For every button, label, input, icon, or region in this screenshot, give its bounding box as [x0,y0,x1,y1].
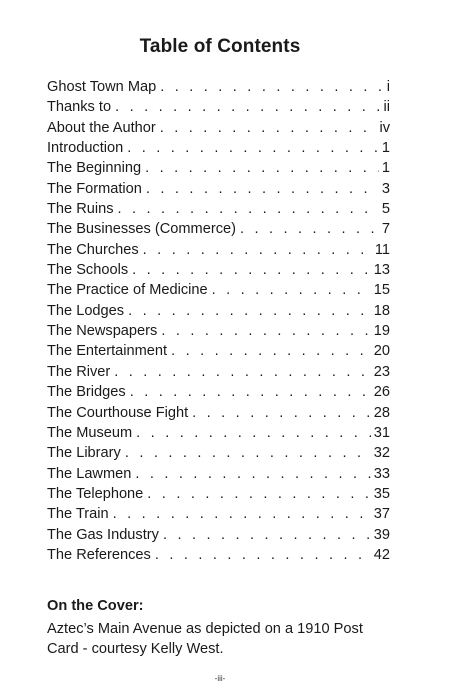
toc-dot-leader [192,403,371,423]
toc-entry-label: The Museum [47,424,133,441]
toc-entry-label: The Businesses (Commerce) [47,221,236,238]
toc-entry-label: The Churches [47,241,139,258]
toc-entry [47,403,390,423]
toc-entry-page: 35 [373,485,390,502]
toc-entry [47,464,390,484]
toc-dot-leader [128,301,371,321]
toc-dot-leader [163,525,371,545]
toc-entry-label: The Formation [47,180,142,197]
toc-entry-page: 20 [373,343,390,360]
toc-entry [47,179,390,199]
toc-dot-leader [135,464,370,484]
toc-entry-page: 32 [373,445,390,462]
toc-dot-leader [171,341,371,361]
toc-entry [47,382,390,402]
page-title: Table of Contents [139,36,301,57]
toc-entry-label: The Schools [47,262,129,279]
toc-entry-page: 19 [373,323,390,340]
toc-entry-page: i [386,79,390,95]
toc-entry [47,341,390,361]
toc-entry [47,97,390,117]
toc-entry [47,484,390,504]
toc-entry-label: Thanks to [47,99,112,116]
toc-entry [47,118,390,138]
toc-entry-page: 18 [373,302,390,319]
toc-entry [47,280,390,300]
toc-entry-page: 26 [373,384,390,401]
toc-entry-page: 3 [381,180,390,197]
page-number: -iii- [214,674,226,683]
toc-entry-page: 28 [373,404,390,421]
toc-dot-leader [240,219,379,239]
toc-entry-label: The References [47,546,151,563]
toc-entry-page: 1 [381,140,390,157]
toc-dot-leader [212,280,371,300]
toc-dot-leader [146,179,379,199]
toc-dot-leader [113,504,371,524]
toc-dot-leader [155,545,371,565]
toc-entry-label: The Library [47,445,121,462]
toc-entry-label: The Practice of Medicine [47,282,208,299]
toc-entry-label: The Telephone [47,485,144,502]
toc-entry-page: 13 [373,262,390,279]
toc-dot-leader [160,118,377,138]
toc-dot-leader [145,158,379,178]
toc-entry-page: 23 [373,363,390,380]
toc-entry-label: The Newspapers [47,323,158,340]
toc-entry-page: 37 [373,506,390,523]
toc-entry [47,77,390,97]
toc-entry-label: The Lodges [47,302,125,319]
toc-entry-page: 39 [373,526,390,543]
toc-dot-leader [114,362,371,382]
toc-entry-page: 33 [373,465,390,482]
toc-dot-leader [125,443,371,463]
toc-entry [47,138,390,158]
toc-entry-label: The Beginning [47,160,142,177]
toc-entry-label: The Lawmen [47,465,132,482]
toc-dot-leader [136,423,371,443]
toc-entry-label: Introduction [47,140,124,157]
toc-entry-label: The Bridges [47,384,126,401]
toc-entry [47,443,390,463]
cover-heading: On the Cover: [47,598,144,614]
toc-entry [47,301,390,321]
toc-entry-label: About the Author [47,119,156,136]
toc-entry-label: The Courthouse Fight [47,404,189,421]
toc-entry [47,525,390,545]
toc-dot-leader [130,382,371,402]
toc-dot-leader [143,240,372,260]
toc-dot-leader [118,199,379,219]
toc-entry [47,362,390,382]
toc-entry-page: iv [379,119,390,136]
toc-entry-label: The River [47,363,111,380]
toc-entry [47,545,390,565]
toc-entry [47,158,390,178]
toc-dot-leader [160,77,384,97]
toc-entry-page: ii [383,99,390,116]
toc-dot-leader [147,484,370,504]
toc-entry-page: 7 [381,221,390,238]
cover-caption: Aztec’s Main Avenue as depicted on a 1910 Post Card - courtesy Kelly West. [47,621,363,657]
toc-entry-page: 11 [374,241,390,258]
toc-entry-label: The Entertainment [47,343,168,360]
toc-dot-leader [115,97,380,117]
toc-entry [47,199,390,219]
table-of-contents [47,77,390,565]
toc-entry-label: The Ruins [47,201,114,218]
toc-entry [47,240,390,260]
toc-entry-page: 15 [373,282,390,299]
toc-dot-leader [127,138,379,158]
toc-entry-label: Ghost Town Map [47,79,157,95]
toc-dot-leader [132,260,371,280]
toc-entry-label: The Gas Industry [47,526,159,543]
toc-entry-page: 1 [381,160,390,177]
toc-dot-leader [161,321,370,341]
toc-entry-page: 42 [373,546,390,563]
toc-entry-label: The Train [47,506,109,523]
toc-entry [47,504,390,524]
toc-entry-page: 5 [381,201,390,218]
toc-entry [47,260,390,280]
toc-entry [47,321,390,341]
toc-entry [47,423,390,443]
toc-entry [47,219,390,239]
toc-entry-page: 31 [373,424,390,441]
